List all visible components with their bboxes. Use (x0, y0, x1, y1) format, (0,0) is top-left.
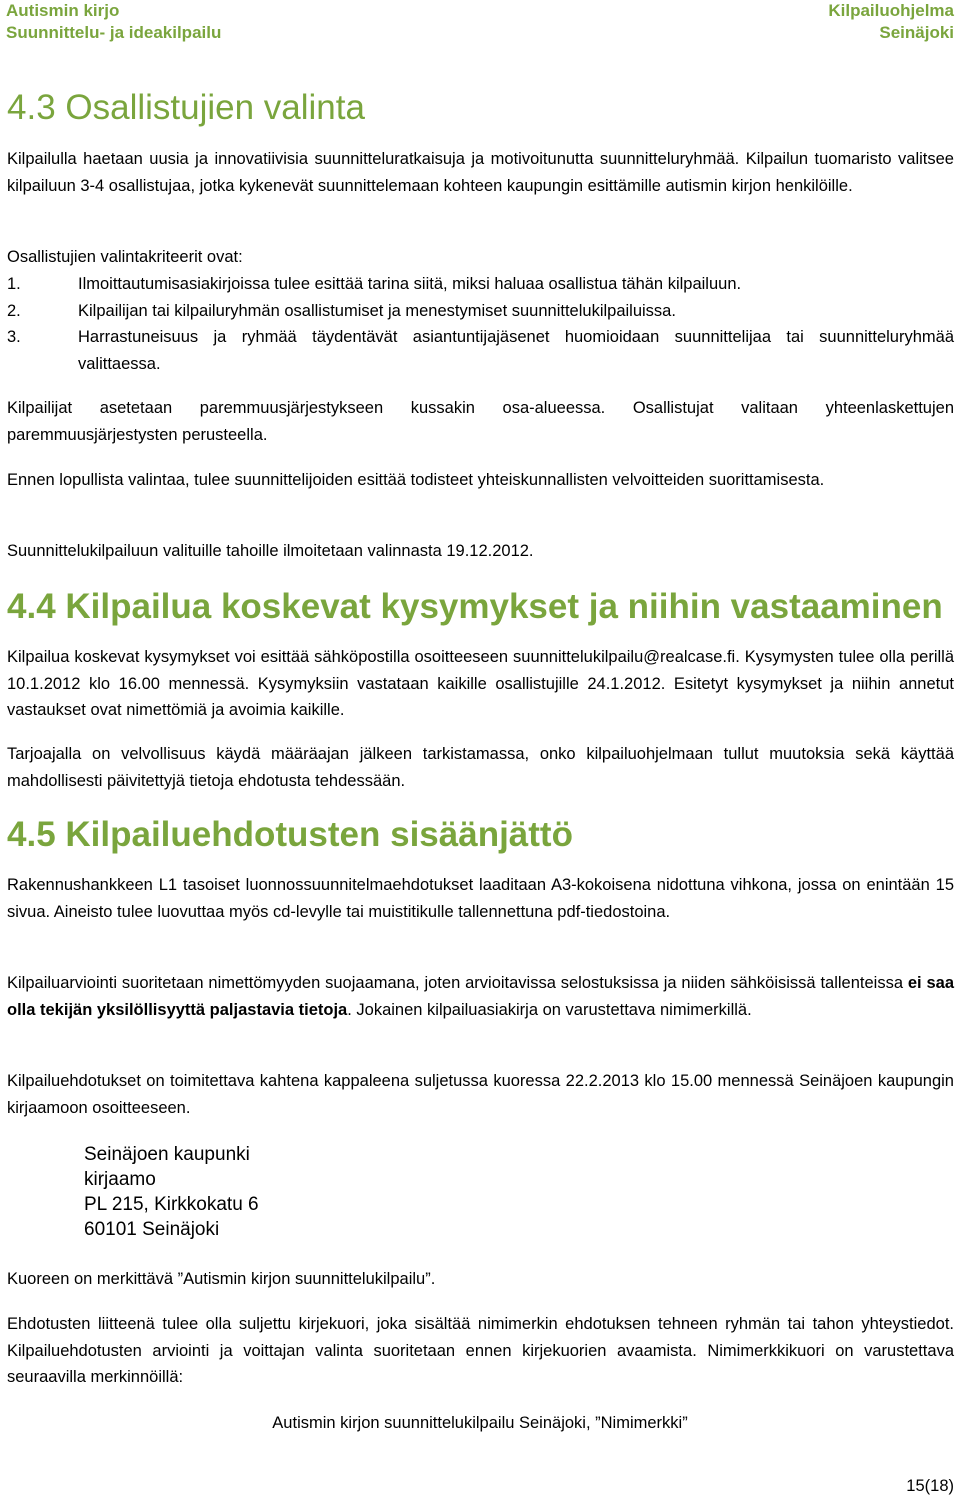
envelope-paragraph: Kuoreen on merkittävä ”Autismin kirjon suunnittelukilpailu”. (7, 1270, 436, 1288)
address-line: PL 215, Kirkkokatu 6 (84, 1194, 259, 1215)
ranking-paragraph: Kilpailijat asetetaan paremmuusjärjestykseen kussakin osa-alueessa. Osallistujat valitaan yhteenlaskettujen paremmuusjärjestysten perusteella. (7, 399, 954, 444)
header-document-type: Kilpailuohjelma (828, 1, 954, 20)
address-line: 60101 Seinäjoki (84, 1219, 220, 1240)
criteria-text: Kilpailijan tai kilpailuryhmän osallistumiset ja menestymiset suunnittelukilpailuissa. (78, 302, 676, 320)
questions-paragraph: Kilpailua koskevat kysymykset voi esittää sähköpostilla osoitteeseen suunnittelukilpailu@realcase.fi. Kysymysten tulee olla perillä 10.1.2012 klo 16.00 mennessä. Kysymyksiin vastataan kaikille osallistujille 24.1.2012. Esitetyt kysymykset ja niihin annetut vastaukset ovat nimettömiä ja avoimia kaikille. (7, 648, 954, 719)
anonymity-emphasis: ei saa olla tekijän yksilöllisyyttä paljastavia tietoja (7, 974, 955, 1019)
anonymity-text-end: . Jokainen kilpailuasiakirja on varustettava nimimerkillä. (347, 1000, 752, 1019)
section-4-5-title: 4.5 Kilpailuehdotusten sisäänjättö (7, 815, 573, 854)
address-line: Seinäjoen kaupunki (84, 1144, 250, 1165)
anonymity-paragraph (7, 970, 954, 1023)
header-city: Seinäjoki (879, 23, 954, 42)
header-project-name: Autismin kirjo (6, 1, 120, 20)
criteria-number: 1. (7, 275, 21, 293)
section-4-3-intro: Kilpailulla haetaan uusia ja innovatiivisia suunnitteluratkaisuja ja motivoitunutta suunnitteluryhmää. Kilpailun tuomaristo valitsee kilpailuun 3-4 osallistujaa, jotka kykenevät suunnittelemaan kohteen kaupungin esittämille autismin kirjon henkilöille. (7, 150, 954, 195)
delivery-paragraph: Kilpailuehdotukset on toimitettava kahtena kappaleena suljetussa kuoressa 22.2.2013 klo 15.00 mennessä Seinäjoen kaupungin kirjaamoon osoitteeseen. (7, 1072, 954, 1117)
notice-paragraph: Suunnittelukilpailuun valituille tahoille ilmoitetaan valinnasta 19.12.2012. (7, 542, 534, 560)
header-competition-type: Suunnittelu- ja ideakilpailu (6, 23, 222, 42)
criteria-number: 3. (7, 328, 21, 346)
page-number: 15(18) (906, 1477, 954, 1495)
anonymity-text-start: Kilpailuarviointi suoritetaan nimettömyyden suojaamana, joten arvioitavissa selostuksissa ja niiden sähköisissä tallenteissa (7, 974, 908, 992)
criteria-text: Ilmoittautumisasiakirjoissa tulee esittää tarina siitä, miksi haluaa osallistua tähän kilpailuun. (78, 275, 742, 293)
names-paragraph: Ehdotusten liitteenä tulee olla suljettu kirjekuori, joka sisältää nimimerkin ehdotuksen tehneen ryhmän tai tahon yhteystiedot. Kilpailuehdotusten arviointi ja voittajan valinta suoritetaan ennen kirjekuorien avaamista. Nimimerkkikuori on varustettava seuraavilla merkinnöillä: (7, 1315, 954, 1386)
criteria-label: Osallistujien valintakriteerit ovat: (7, 248, 243, 266)
criteria-item (7, 298, 954, 325)
evidence-paragraph: Ennen lopullista valintaa, tulee suunnittelijoiden esittää todisteet yhteiskunnallisten velvoitteiden suorittamisesta. (7, 471, 825, 489)
envelope-marking: Autismin kirjon suunnittelukilpailu Seinäjoki, ”Nimimerkki” (272, 1414, 688, 1432)
section-4-3-title: 4.3 Osallistujien valinta (7, 88, 365, 127)
changes-paragraph: Tarjoajalla on velvollisuus käydä määräajan jälkeen tarkistamassa, onko kilpailuohjelmaan tullut muutoksia sekä käyttää mahdollisesti päivitettyjä tietoja ehdotusta tehdessään. (7, 745, 954, 790)
address-line: kirjaamo (84, 1169, 156, 1190)
section-4-4-title: 4.4 Kilpailua koskevat kysymykset ja niihin vastaaminen (7, 587, 943, 626)
criteria-text: Harrastuneisuus ja ryhmää täydentävät asiantuntijajäsenet huomioidaan suunnittelijaa tai suunnitteluryhmää valittaessa. (78, 328, 954, 373)
criteria-item (7, 271, 954, 298)
criteria-number: 2. (7, 302, 21, 320)
criteria-item (7, 324, 954, 377)
format-paragraph: Rakennushankkeen L1 tasoiset luonnossuunnitelmaehdotukset laaditaan A3-kokoisena nidottuna vihkona, jossa on enintään 15 sivua. Aineisto tulee luovuttaa myös cd-levylle tai muistitikulle tallennettuna pdf-tiedostoina. (7, 876, 954, 921)
page-header (6, 0, 954, 44)
